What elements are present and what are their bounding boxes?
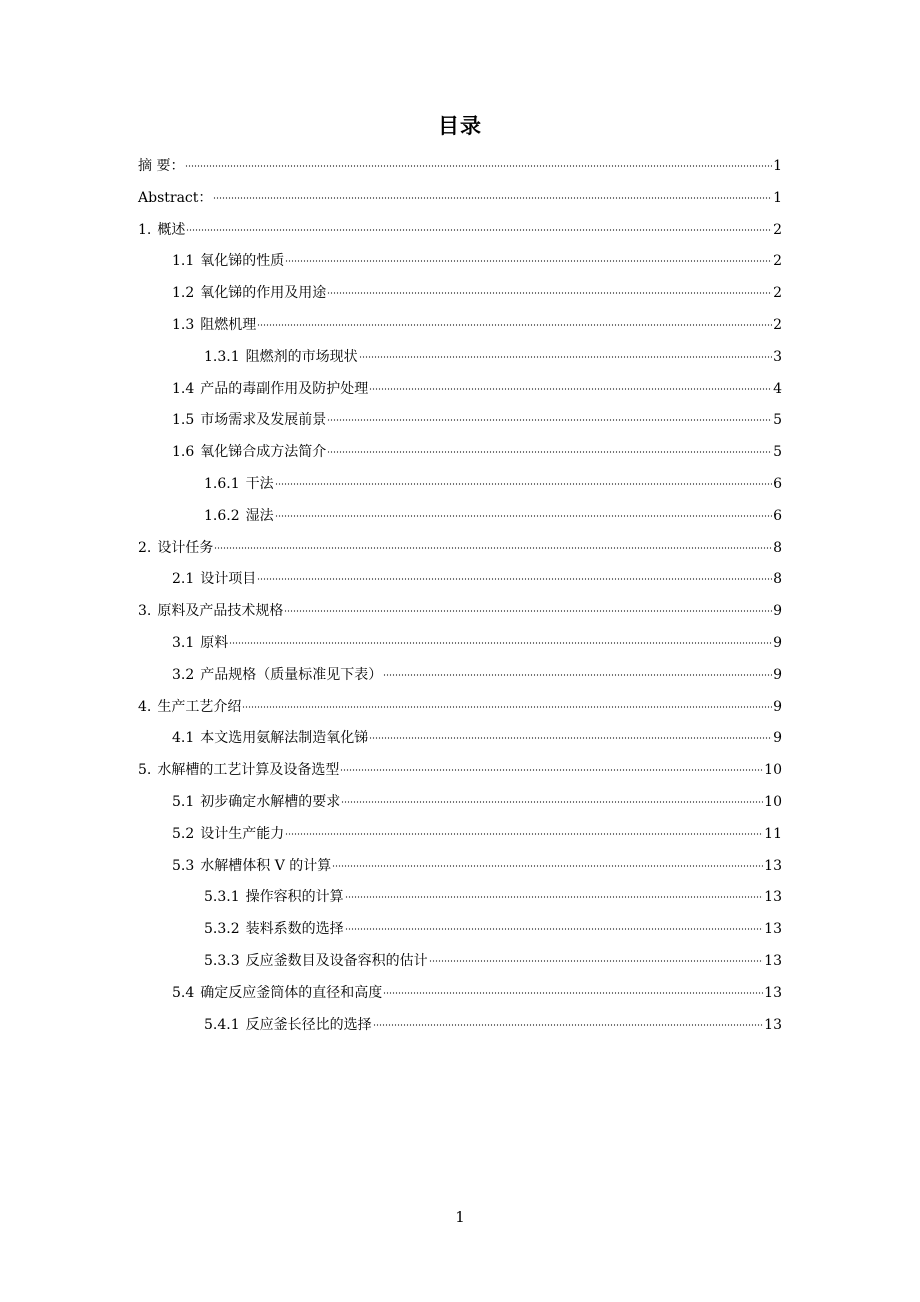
toc-dot-leader: [229, 642, 772, 644]
toc-entry-number: 5.3.3: [204, 952, 240, 969]
toc-entry-page: 11: [764, 825, 782, 842]
toc-entry-title: 概述: [157, 221, 186, 238]
toc-entry-number: 5.1: [172, 793, 195, 810]
toc-entry-title: 阻燃机理: [200, 316, 257, 333]
toc-entry-page: 9: [773, 698, 782, 715]
toc-entry-title: 氧化锑的性质: [200, 253, 285, 270]
toc-dot-leader: [275, 515, 772, 517]
toc-entry[interactable]: [138, 374, 782, 406]
toc-entry-title: 摘 要：: [138, 158, 185, 174]
toc-entry-number: 5.3: [172, 857, 195, 874]
toc-dot-leader: [369, 388, 772, 390]
toc-dot-leader: [214, 547, 772, 549]
toc-entry[interactable]: [138, 469, 782, 501]
toc-entry-title: 装料系数的选择: [245, 921, 344, 938]
toc-entry-number: 5.2: [172, 825, 195, 842]
toc-dot-leader: [429, 960, 764, 962]
toc-dot-leader: [327, 419, 772, 421]
toc-dot-leader: [341, 801, 763, 803]
toc-dot-leader: [213, 197, 772, 199]
toc-entry-title: 湿法: [245, 507, 274, 524]
toc-entry-title: 确定反应釜筒体的直径和高度: [200, 984, 383, 1001]
toc-entry-title: 水解槽体积 V 的计算: [200, 857, 332, 874]
toc-entry-number: 2.1: [172, 571, 195, 588]
toc-entry[interactable]: [138, 1010, 782, 1042]
toc-entry-number: 2.: [138, 539, 152, 556]
toc-entry-number: 1.3: [172, 316, 195, 333]
toc-entry-number: 1.4: [172, 380, 195, 397]
toc-entry-title: 产品的毒副作用及防护处理: [200, 380, 369, 397]
toc-entry-title: 设计项目: [200, 571, 257, 588]
toc-entry-number: 5.3.2: [204, 921, 240, 938]
toc-entry-page: 9: [773, 603, 782, 620]
toc-dot-leader: [186, 229, 772, 231]
toc-entry-page: 13: [764, 857, 782, 874]
toc-dot-leader: [185, 165, 772, 167]
toc-entry-title: 生产工艺介绍: [157, 698, 242, 715]
toc-entry[interactable]: [138, 946, 782, 978]
page-number: 1: [455, 1208, 465, 1226]
toc-entry[interactable]: [138, 246, 782, 278]
toc-entry-title: 初步确定水解槽的要求: [200, 793, 341, 810]
toc-entry-page: 2: [773, 316, 782, 333]
toc-entry-page: 8: [773, 539, 782, 556]
toc-dot-leader: [345, 896, 764, 898]
toc-entry[interactable]: [138, 278, 782, 310]
toc-entry-page: 9: [773, 666, 782, 683]
toc-dot-leader: [359, 356, 772, 358]
toc-entry[interactable]: [138, 692, 782, 724]
toc-entry[interactable]: [138, 342, 782, 374]
toc-entry-page: 2: [773, 253, 782, 270]
toc-entry[interactable]: [138, 215, 782, 247]
toc-entry-page: 13: [764, 952, 782, 969]
toc-entry-page: 6: [773, 475, 782, 492]
toc-dot-leader: [285, 260, 772, 262]
toc-entry-title: 干法: [245, 475, 274, 492]
toc-entry[interactable]: [138, 151, 782, 183]
toc-entry[interactable]: [138, 723, 782, 755]
toc-entry-page: 3: [773, 348, 782, 365]
toc-entry-page: 8: [773, 571, 782, 588]
toc-entry-page: 1: [773, 158, 782, 174]
toc-entry-page: 13: [764, 1016, 782, 1033]
toc-dot-leader: [242, 706, 772, 708]
toc-entry-number: 1.5: [172, 412, 195, 429]
toc-dot-leader: [257, 578, 772, 580]
toc-entry[interactable]: [138, 628, 782, 660]
toc-entry-number: 5.4.1: [204, 1016, 240, 1033]
toc-entry-title: 本文选用氨解法制造氧化锑: [200, 730, 369, 747]
toc-entry-page: 13: [764, 984, 782, 1001]
toc-entry-title: 阻燃剂的市场现状: [245, 348, 358, 365]
toc-entry[interactable]: [138, 533, 782, 565]
toc-entry-number: 3.2: [172, 666, 195, 683]
toc-entry-number: 1.6.2: [204, 507, 240, 524]
toc-entry[interactable]: [138, 183, 782, 215]
toc-entry-title: 原料及产品技术规格: [157, 603, 284, 620]
toc-dot-leader: [345, 928, 764, 930]
toc-entry-number: 4.: [138, 698, 152, 715]
toc-entry-page: 5: [773, 444, 782, 461]
toc-entry[interactable]: [138, 437, 782, 469]
toc-entry[interactable]: [138, 882, 782, 914]
toc-entry-title: 市场需求及发展前景: [200, 412, 327, 429]
toc-entry-title: 设计任务: [157, 539, 214, 556]
toc-dot-leader: [285, 833, 763, 835]
toc-entry-page: 9: [773, 634, 782, 651]
toc-dot-leader: [327, 451, 772, 453]
toc-entry[interactable]: [138, 978, 782, 1010]
toc-entry-number: 5.: [138, 762, 152, 779]
toc-entry[interactable]: [138, 787, 782, 819]
toc-entry-title: Abstract：: [138, 189, 213, 206]
toc-entry-page: 2: [773, 221, 782, 238]
toc-entry[interactable]: [138, 405, 782, 437]
toc-entry-title: 反应釜长径比的选择: [245, 1016, 372, 1033]
toc-dot-leader: [340, 769, 763, 771]
toc-dot-leader: [369, 737, 772, 739]
toc-entry-number: 1.2: [172, 285, 195, 302]
toc-dot-leader: [275, 483, 772, 485]
toc-entry-number: 1.: [138, 221, 152, 238]
toc-dot-leader: [383, 674, 772, 676]
toc-entry-number: 1.6.1: [204, 475, 240, 492]
table-of-contents: [138, 151, 782, 1041]
toc-entry-number: 3.1: [172, 634, 195, 651]
toc-entry[interactable]: [138, 310, 782, 342]
toc-entry[interactable]: [138, 596, 782, 628]
toc-dot-leader: [284, 610, 772, 612]
toc-entry-page: 4: [773, 380, 782, 397]
toc-entry-number: 5.3.1: [204, 889, 240, 906]
toc-entry-page: 13: [764, 921, 782, 938]
toc-entry-page: 9: [773, 730, 782, 747]
toc-entry-number: 3.: [138, 603, 152, 620]
toc-entry[interactable]: [138, 819, 782, 851]
toc-entry-title: 水解槽的工艺计算及设备选型: [157, 762, 340, 779]
toc-entry-title: 设计生产能力: [200, 825, 285, 842]
toc-entry-page: 10: [764, 762, 782, 779]
toc-dot-leader: [383, 992, 763, 994]
toc-entry-page: 2: [773, 285, 782, 302]
toc-entry[interactable]: [138, 914, 782, 946]
toc-entry-number: 1.6: [172, 444, 195, 461]
toc-entry-title: 原料: [200, 634, 229, 651]
toc-title: 目录: [438, 114, 482, 138]
toc-entry-page: 1: [773, 189, 782, 206]
toc-entry-number: 1.3.1: [204, 348, 240, 365]
toc-entry-title: 操作容积的计算: [245, 889, 344, 906]
toc-dot-leader: [327, 292, 772, 294]
toc-entry-page: 5: [773, 412, 782, 429]
toc-entry-page: 10: [764, 793, 782, 810]
toc-dot-leader: [332, 865, 763, 867]
toc-entry-title: 氧化锑的作用及用途: [200, 285, 327, 302]
toc-dot-leader: [257, 324, 772, 326]
toc-entry-title: 产品规格（质量标准见下表）: [200, 666, 383, 683]
toc-entry-number: 1.1: [172, 253, 195, 270]
toc-entry-page: 6: [773, 507, 782, 524]
toc-entry-page: 13: [764, 889, 782, 906]
toc-entry[interactable]: [138, 501, 782, 533]
toc-entry-title: 反应釜数目及设备容积的估计: [245, 952, 428, 969]
toc-entry-number: 4.1: [172, 730, 195, 747]
toc-entry-number: 5.4: [172, 984, 195, 1001]
toc-entry[interactable]: [138, 851, 782, 883]
toc-entry[interactable]: [138, 660, 782, 692]
toc-entry[interactable]: [138, 564, 782, 596]
toc-dot-leader: [373, 1024, 764, 1026]
toc-entry[interactable]: [138, 755, 782, 787]
toc-entry-title: 氧化锑合成方法简介: [200, 444, 327, 461]
